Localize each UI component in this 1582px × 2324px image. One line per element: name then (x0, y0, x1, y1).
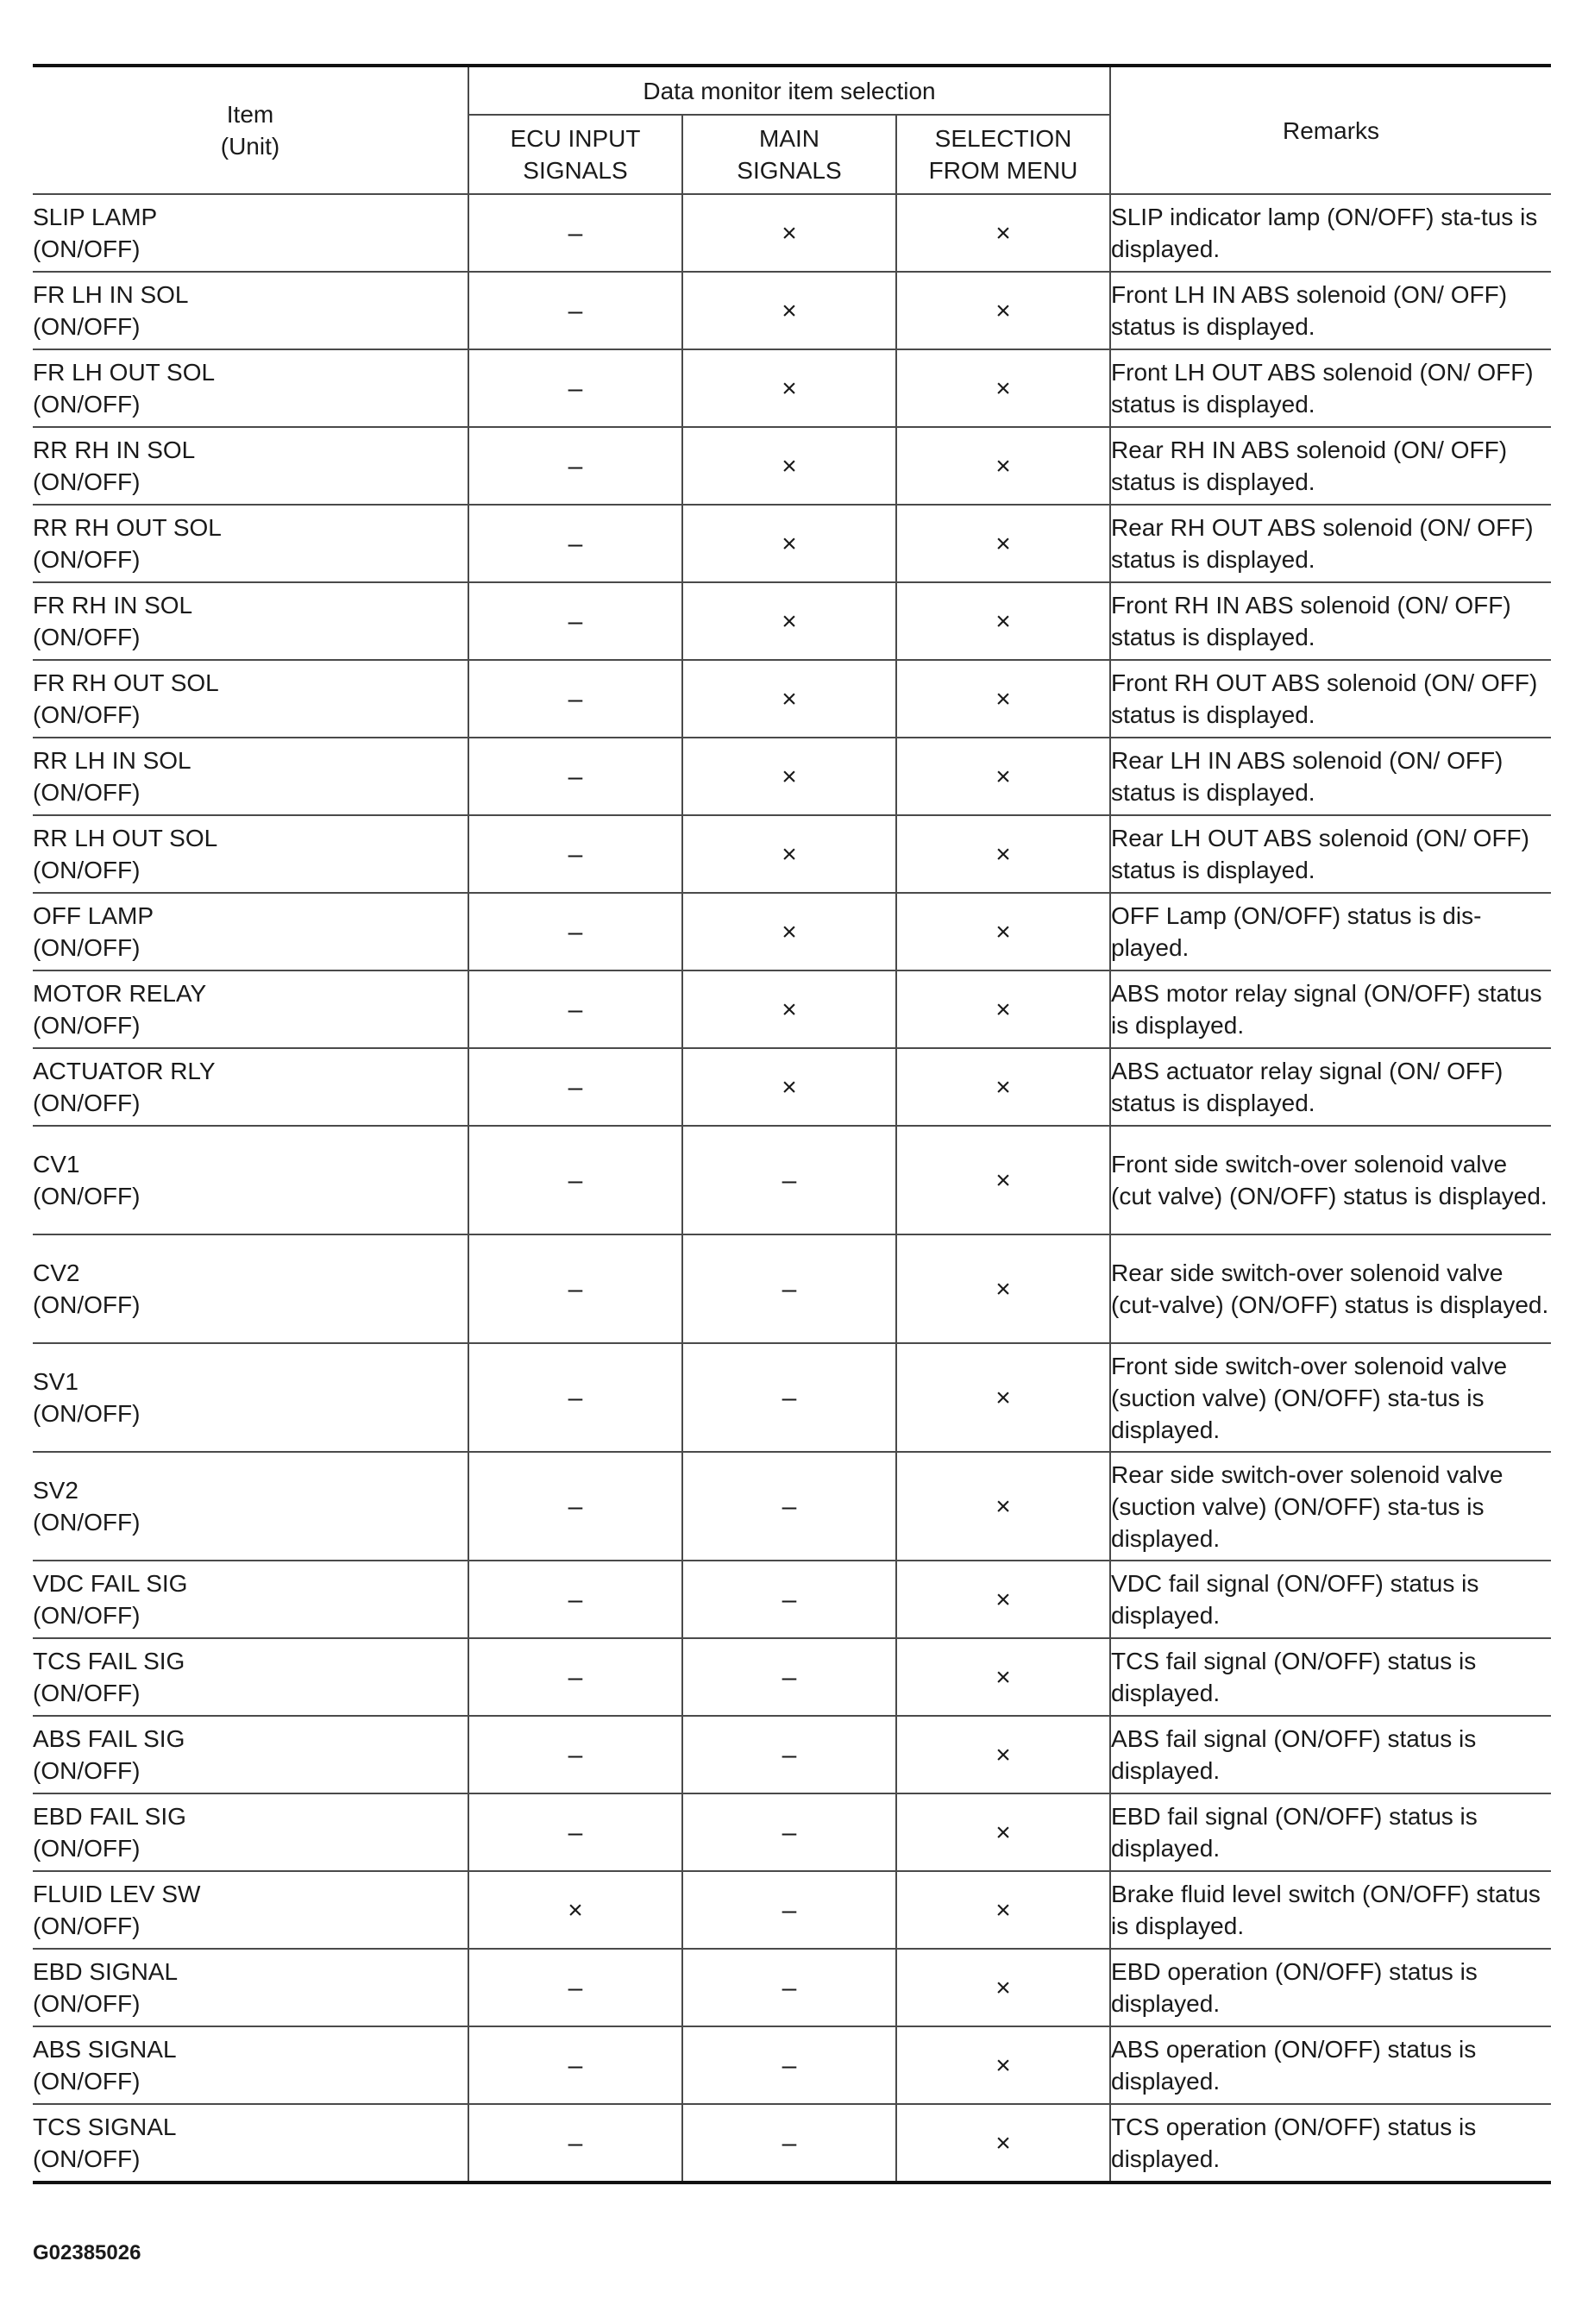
item-cell (33, 1452, 468, 1561)
selection-from-menu-mark: × (896, 582, 1110, 660)
item-cell (33, 1949, 468, 2026)
header-main-line2: SIGNALS (737, 157, 842, 184)
item-unit: (ON/OFF) (33, 779, 141, 806)
table-row (33, 1638, 1551, 1716)
selection-from-menu-mark: × (896, 427, 1110, 505)
item-name: MOTOR RELAY (33, 980, 207, 1007)
item-unit: (ON/OFF) (33, 1183, 141, 1209)
selection-from-menu-mark: × (896, 1048, 1110, 1126)
selection-from-menu-mark: × (896, 970, 1110, 1048)
item-name: FR LH IN SOL (33, 281, 189, 308)
header-menu-line1: SELECTION (934, 125, 1072, 152)
item-name: SLIP LAMP (33, 204, 158, 230)
header-item (33, 66, 468, 194)
item-cell (33, 505, 468, 582)
item-name: RR LH OUT SOL (33, 825, 218, 851)
remarks-cell: Rear side switch-over solenoid valve (suction valve) (ON/OFF) sta-tus is displayed. (1110, 1452, 1551, 1561)
ecu-input-signals-mark: – (468, 349, 682, 427)
item-name: TCS SIGNAL (33, 2114, 177, 2140)
table-row (33, 427, 1551, 505)
table-row (33, 970, 1551, 1048)
data-monitor-table (33, 64, 1551, 2184)
header-main-line1: MAIN (759, 125, 819, 152)
table-row (33, 1234, 1551, 1343)
item-unit: (ON/OFF) (33, 1602, 141, 1629)
item-unit: (ON/OFF) (33, 1913, 141, 1939)
item-name: FR LH OUT SOL (33, 359, 216, 386)
main-signals-mark: – (682, 1126, 896, 1234)
remarks-cell: EBD operation (ON/OFF) status is displayed. (1110, 1949, 1551, 2026)
selection-from-menu-mark: × (896, 2104, 1110, 2183)
main-signals-mark: × (682, 582, 896, 660)
ecu-input-signals-mark: – (468, 1638, 682, 1716)
table-row (33, 815, 1551, 893)
header-data-monitor-group: Data monitor item selection (468, 66, 1110, 115)
table-row (33, 1716, 1551, 1793)
item-name: RR RH IN SOL (33, 437, 196, 463)
main-signals-mark: × (682, 893, 896, 970)
remarks-cell: TCS fail signal (ON/OFF) status is displayed. (1110, 1638, 1551, 1716)
item-unit: (ON/OFF) (33, 1757, 141, 1784)
item-cell (33, 1048, 468, 1126)
remarks-cell: Brake fluid level switch (ON/OFF) status is displayed. (1110, 1871, 1551, 1949)
item-name: ACTUATOR RLY (33, 1058, 216, 1084)
item-cell (33, 194, 468, 272)
item-name: VDC FAIL SIG (33, 1570, 188, 1597)
selection-from-menu-mark: × (896, 2026, 1110, 2104)
table-row (33, 505, 1551, 582)
table-row (33, 1048, 1551, 1126)
item-cell (33, 1716, 468, 1793)
main-signals-mark: – (682, 1793, 896, 1871)
table-row (33, 2026, 1551, 2104)
selection-from-menu-mark: × (896, 893, 1110, 970)
item-unit: (ON/OFF) (33, 1835, 141, 1862)
header-item-label: Item (226, 101, 274, 128)
header-unit-label: (Unit) (220, 133, 280, 160)
main-signals-mark: × (682, 660, 896, 738)
header-ecu-line2: SIGNALS (523, 157, 628, 184)
table-row (33, 1949, 1551, 2026)
main-signals-mark: – (682, 1234, 896, 1343)
table-row (33, 349, 1551, 427)
main-signals-mark: × (682, 970, 896, 1048)
item-unit: (ON/OFF) (33, 624, 141, 650)
remarks-cell: SLIP indicator lamp (ON/OFF) sta-tus is displayed. (1110, 194, 1551, 272)
item-unit: (ON/OFF) (33, 1680, 141, 1706)
main-signals-mark: – (682, 1452, 896, 1561)
header-selection-from-menu (896, 115, 1110, 194)
item-cell (33, 582, 468, 660)
selection-from-menu-mark: × (896, 1793, 1110, 1871)
selection-from-menu-mark: × (896, 505, 1110, 582)
table-row (33, 1343, 1551, 1452)
item-cell (33, 1234, 468, 1343)
item-cell (33, 970, 468, 1048)
ecu-input-signals-mark: – (468, 2104, 682, 2183)
item-cell (33, 1793, 468, 1871)
ecu-input-signals-mark: – (468, 1793, 682, 1871)
item-name: ABS SIGNAL (33, 2036, 177, 2063)
main-signals-mark: × (682, 349, 896, 427)
ecu-input-signals-mark: – (468, 505, 682, 582)
selection-from-menu-mark: × (896, 1871, 1110, 1949)
remarks-cell: Front LH IN ABS solenoid (ON/ OFF) status is displayed. (1110, 272, 1551, 349)
item-unit: (ON/OFF) (33, 1509, 141, 1536)
main-signals-mark: × (682, 272, 896, 349)
remarks-cell: Rear RH IN ABS solenoid (ON/ OFF) status is displayed. (1110, 427, 1551, 505)
item-unit: (ON/OFF) (33, 236, 141, 262)
header-menu-line2: FROM MENU (928, 157, 1078, 184)
item-unit: (ON/OFF) (33, 1090, 141, 1116)
ecu-input-signals-mark: – (468, 660, 682, 738)
table-row (33, 1561, 1551, 1638)
remarks-cell: ABS fail signal (ON/OFF) status is displayed. (1110, 1716, 1551, 1793)
item-cell (33, 660, 468, 738)
selection-from-menu-mark: × (896, 1638, 1110, 1716)
table-row (33, 272, 1551, 349)
selection-from-menu-mark: × (896, 1234, 1110, 1343)
table-body (33, 194, 1551, 2183)
remarks-cell: Rear LH IN ABS solenoid (ON/ OFF) status is displayed. (1110, 738, 1551, 815)
selection-from-menu-mark: × (896, 1716, 1110, 1793)
table-row (33, 1126, 1551, 1234)
table-row (33, 1871, 1551, 1949)
ecu-input-signals-mark: – (468, 1452, 682, 1561)
main-signals-mark: × (682, 427, 896, 505)
item-unit: (ON/OFF) (33, 1400, 141, 1427)
item-unit: (ON/OFF) (33, 546, 141, 573)
selection-from-menu-mark: × (896, 1949, 1110, 2026)
table-row (33, 1793, 1551, 1871)
ecu-input-signals-mark: – (468, 272, 682, 349)
item-cell (33, 2104, 468, 2183)
table-row (33, 893, 1551, 970)
item-cell (33, 349, 468, 427)
remarks-cell: Rear RH OUT ABS solenoid (ON/ OFF) status is displayed. (1110, 505, 1551, 582)
header-main-signals (682, 115, 896, 194)
header-ecu-line1: ECU INPUT (510, 125, 641, 152)
remarks-cell: Rear side switch-over solenoid valve (cut-valve) (ON/OFF) status is displayed. (1110, 1234, 1551, 1343)
selection-from-menu-mark: × (896, 1561, 1110, 1638)
item-unit: (ON/OFF) (33, 1990, 141, 2017)
document-page (33, 64, 1551, 2184)
remarks-cell: Front side switch-over solenoid valve (cut valve) (ON/OFF) status is displayed. (1110, 1126, 1551, 1234)
ecu-input-signals-mark: – (468, 738, 682, 815)
remarks-cell: Front LH OUT ABS solenoid (ON/ OFF) status is displayed. (1110, 349, 1551, 427)
table-header (33, 66, 1551, 194)
item-cell (33, 272, 468, 349)
header-remarks: Remarks (1110, 66, 1551, 194)
item-name: EBD SIGNAL (33, 1958, 179, 1985)
item-name: TCS FAIL SIG (33, 1648, 185, 1674)
remarks-cell: Front RH IN ABS solenoid (ON/ OFF) status is displayed. (1110, 582, 1551, 660)
ecu-input-signals-mark: – (468, 2026, 682, 2104)
table-row (33, 660, 1551, 738)
ecu-input-signals-mark: – (468, 1048, 682, 1126)
remarks-cell: OFF Lamp (ON/OFF) status is dis-played. (1110, 893, 1551, 970)
item-cell (33, 2026, 468, 2104)
selection-from-menu-mark: × (896, 1126, 1110, 1234)
table-row (33, 2104, 1551, 2183)
item-cell (33, 1871, 468, 1949)
main-signals-mark: × (682, 815, 896, 893)
ecu-input-signals-mark: – (468, 1343, 682, 1452)
item-name: SV1 (33, 1368, 78, 1395)
item-unit: (ON/OFF) (33, 1291, 141, 1318)
item-name: FLUID LEV SW (33, 1881, 201, 1907)
selection-from-menu-mark: × (896, 272, 1110, 349)
selection-from-menu-mark: × (896, 815, 1110, 893)
ecu-input-signals-mark: – (468, 815, 682, 893)
item-unit: (ON/OFF) (33, 468, 141, 495)
item-unit: (ON/OFF) (33, 2145, 141, 2172)
item-name: FR RH IN SOL (33, 592, 193, 619)
selection-from-menu-mark: × (896, 738, 1110, 815)
item-unit: (ON/OFF) (33, 701, 141, 728)
ecu-input-signals-mark: – (468, 1234, 682, 1343)
main-signals-mark: – (682, 2104, 896, 2183)
remarks-cell: Front side switch-over solenoid valve (suction valve) (ON/OFF) sta-tus is displayed. (1110, 1343, 1551, 1452)
main-signals-mark: – (682, 1561, 896, 1638)
item-name: RR LH IN SOL (33, 747, 191, 774)
selection-from-menu-mark: × (896, 194, 1110, 272)
ecu-input-signals-mark: – (468, 427, 682, 505)
main-signals-mark: – (682, 1716, 896, 1793)
main-signals-mark: – (682, 1949, 896, 2026)
table-row (33, 738, 1551, 815)
item-cell (33, 893, 468, 970)
item-cell (33, 1561, 468, 1638)
remarks-cell: TCS operation (ON/OFF) status is displayed. (1110, 2104, 1551, 2183)
item-unit: (ON/OFF) (33, 2068, 141, 2095)
header-ecu-input-signals (468, 115, 682, 194)
item-name: EBD FAIL SIG (33, 1803, 186, 1830)
item-name: ABS FAIL SIG (33, 1725, 185, 1752)
figure-id: G02385026 (33, 2241, 141, 2264)
remarks-cell: ABS actuator relay signal (ON/ OFF) status is displayed. (1110, 1048, 1551, 1126)
ecu-input-signals-mark: – (468, 1949, 682, 2026)
ecu-input-signals-mark: × (468, 1871, 682, 1949)
item-cell (33, 1638, 468, 1716)
remarks-cell: ABS motor relay signal (ON/OFF) status is displayed. (1110, 970, 1551, 1048)
selection-from-menu-mark: × (896, 349, 1110, 427)
main-signals-mark: – (682, 1343, 896, 1452)
remarks-cell: EBD fail signal (ON/OFF) status is displayed. (1110, 1793, 1551, 1871)
item-name: SV2 (33, 1477, 78, 1504)
item-name: OFF LAMP (33, 902, 154, 929)
main-signals-mark: × (682, 505, 896, 582)
remarks-cell: Front RH OUT ABS solenoid (ON/ OFF) status is displayed. (1110, 660, 1551, 738)
remarks-cell: ABS operation (ON/OFF) status is displayed. (1110, 2026, 1551, 2104)
item-cell (33, 738, 468, 815)
remarks-cell: VDC fail signal (ON/OFF) status is displayed. (1110, 1561, 1551, 1638)
main-signals-mark: × (682, 194, 896, 272)
item-cell (33, 815, 468, 893)
table-row (33, 1452, 1551, 1561)
ecu-input-signals-mark: – (468, 1716, 682, 1793)
item-name: RR RH OUT SOL (33, 514, 222, 541)
item-cell (33, 1343, 468, 1452)
item-unit: (ON/OFF) (33, 857, 141, 883)
item-cell (33, 427, 468, 505)
item-unit: (ON/OFF) (33, 934, 141, 961)
selection-from-menu-mark: × (896, 1343, 1110, 1452)
table-row (33, 582, 1551, 660)
main-signals-mark: × (682, 1048, 896, 1126)
item-name: CV1 (33, 1151, 80, 1178)
selection-from-menu-mark: × (896, 660, 1110, 738)
main-signals-mark: – (682, 1638, 896, 1716)
main-signals-mark: – (682, 2026, 896, 2104)
item-cell (33, 1126, 468, 1234)
selection-from-menu-mark: × (896, 1452, 1110, 1561)
table-row (33, 194, 1551, 272)
ecu-input-signals-mark: – (468, 582, 682, 660)
main-signals-mark: – (682, 1871, 896, 1949)
main-signals-mark: × (682, 738, 896, 815)
ecu-input-signals-mark: – (468, 194, 682, 272)
item-unit: (ON/OFF) (33, 313, 141, 340)
ecu-input-signals-mark: – (468, 970, 682, 1048)
remarks-cell: Rear LH OUT ABS solenoid (ON/ OFF) status is displayed. (1110, 815, 1551, 893)
ecu-input-signals-mark: – (468, 893, 682, 970)
item-unit: (ON/OFF) (33, 391, 141, 418)
ecu-input-signals-mark: – (468, 1126, 682, 1234)
item-name: FR RH OUT SOL (33, 669, 219, 696)
ecu-input-signals-mark: – (468, 1561, 682, 1638)
item-unit: (ON/OFF) (33, 1012, 141, 1039)
item-name: CV2 (33, 1259, 80, 1286)
